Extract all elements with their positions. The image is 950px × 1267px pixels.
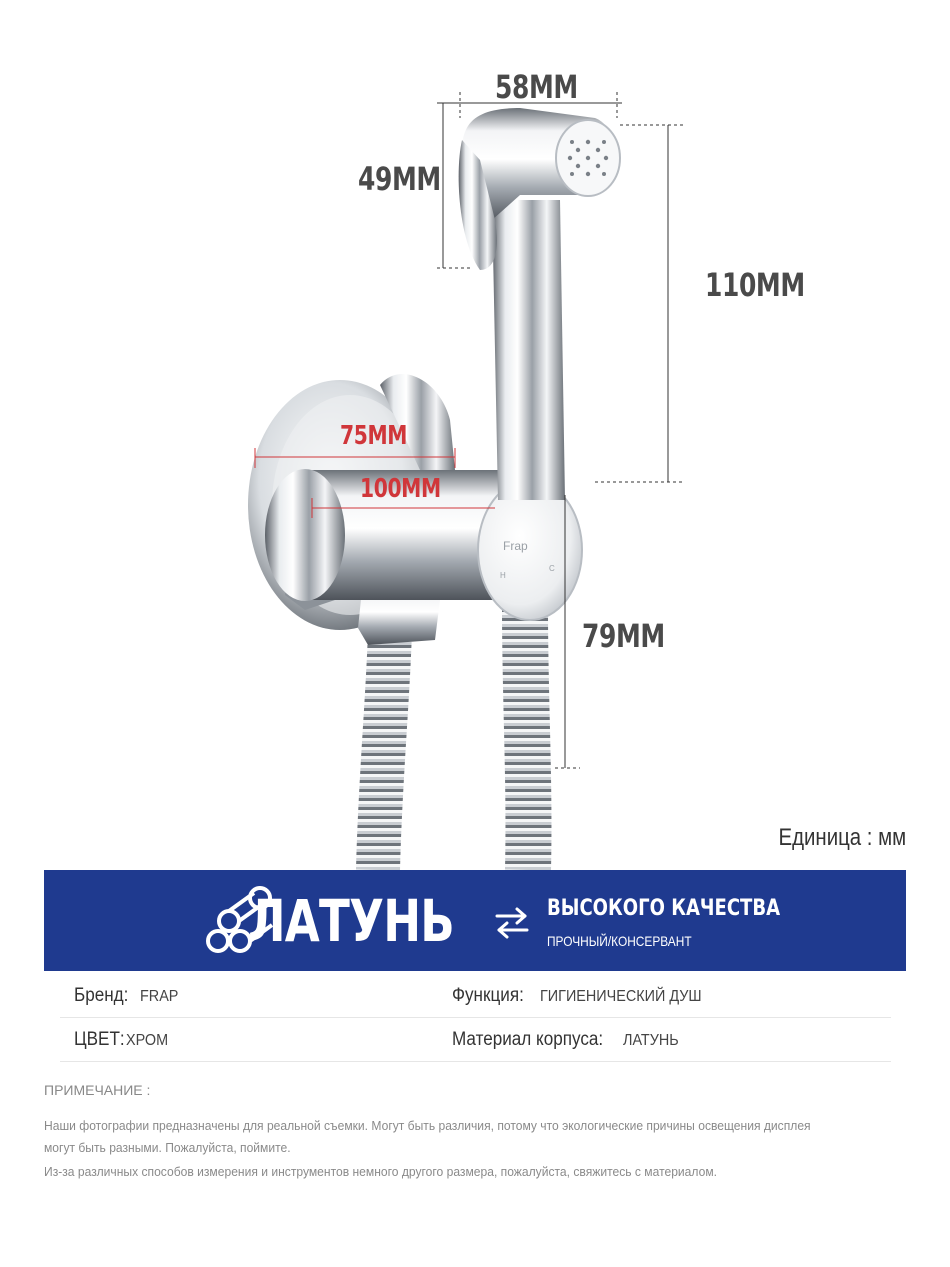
valve-face <box>478 480 582 620</box>
banner-title: ЛАТУНЬ <box>248 887 454 955</box>
spec-function-value: ГИГИЕНИЧЕСКИЙ ДУШ <box>540 988 702 1005</box>
hot-mark: H <box>500 571 506 580</box>
spec-function-key: Функция: <box>452 985 524 1006</box>
spec-material-key: Материал корпуса: <box>452 1029 604 1050</box>
dimension-58: 58MM <box>495 68 578 106</box>
spec-brand-key: Бренд: <box>74 985 129 1006</box>
dimension-49: 49MM <box>358 160 441 198</box>
cold-mark: C <box>549 564 555 573</box>
unit-label: Единица : мм <box>778 824 906 851</box>
handle-stem <box>492 200 565 500</box>
dimension-79: 79MM <box>582 617 665 655</box>
note-title: ПРИМЕЧАНИЕ : <box>44 1082 151 1098</box>
dimension-75: 75MM <box>340 421 408 451</box>
spec-color-value: ХРОМ <box>126 1032 169 1049</box>
dimension-100: 100MM <box>360 474 441 504</box>
spec-color-key: ЦВЕТ: <box>74 1029 125 1050</box>
note-line-2: Из-за различных способов измерения и инструментов немного другого размера, пожалуйста, свяжитесь с материалом. <box>44 1164 718 1179</box>
spec-material-value: ЛАТУНЬ <box>623 1032 679 1049</box>
left-hose <box>378 630 390 870</box>
spec-brand-value: FRAP <box>140 988 179 1005</box>
note-line-1: Наши фотографии предназначены для реальной съемки. Могут быть различия, потому что экологические причины освещения дисплея могут быть разными. Пожалуйста, поймите. <box>44 1118 811 1155</box>
dimension-110: 110MM <box>705 266 805 304</box>
right-hose <box>525 610 528 870</box>
exchange-arrows-icon <box>493 905 531 941</box>
banner-subtitle: ПРОЧНЫЙ/КОНСЕРВАНТ <box>547 933 692 949</box>
brand-mark: Frap <box>503 539 528 553</box>
banner-quality: ВЫСОКОГО КАЧЕСТВА <box>547 896 781 921</box>
